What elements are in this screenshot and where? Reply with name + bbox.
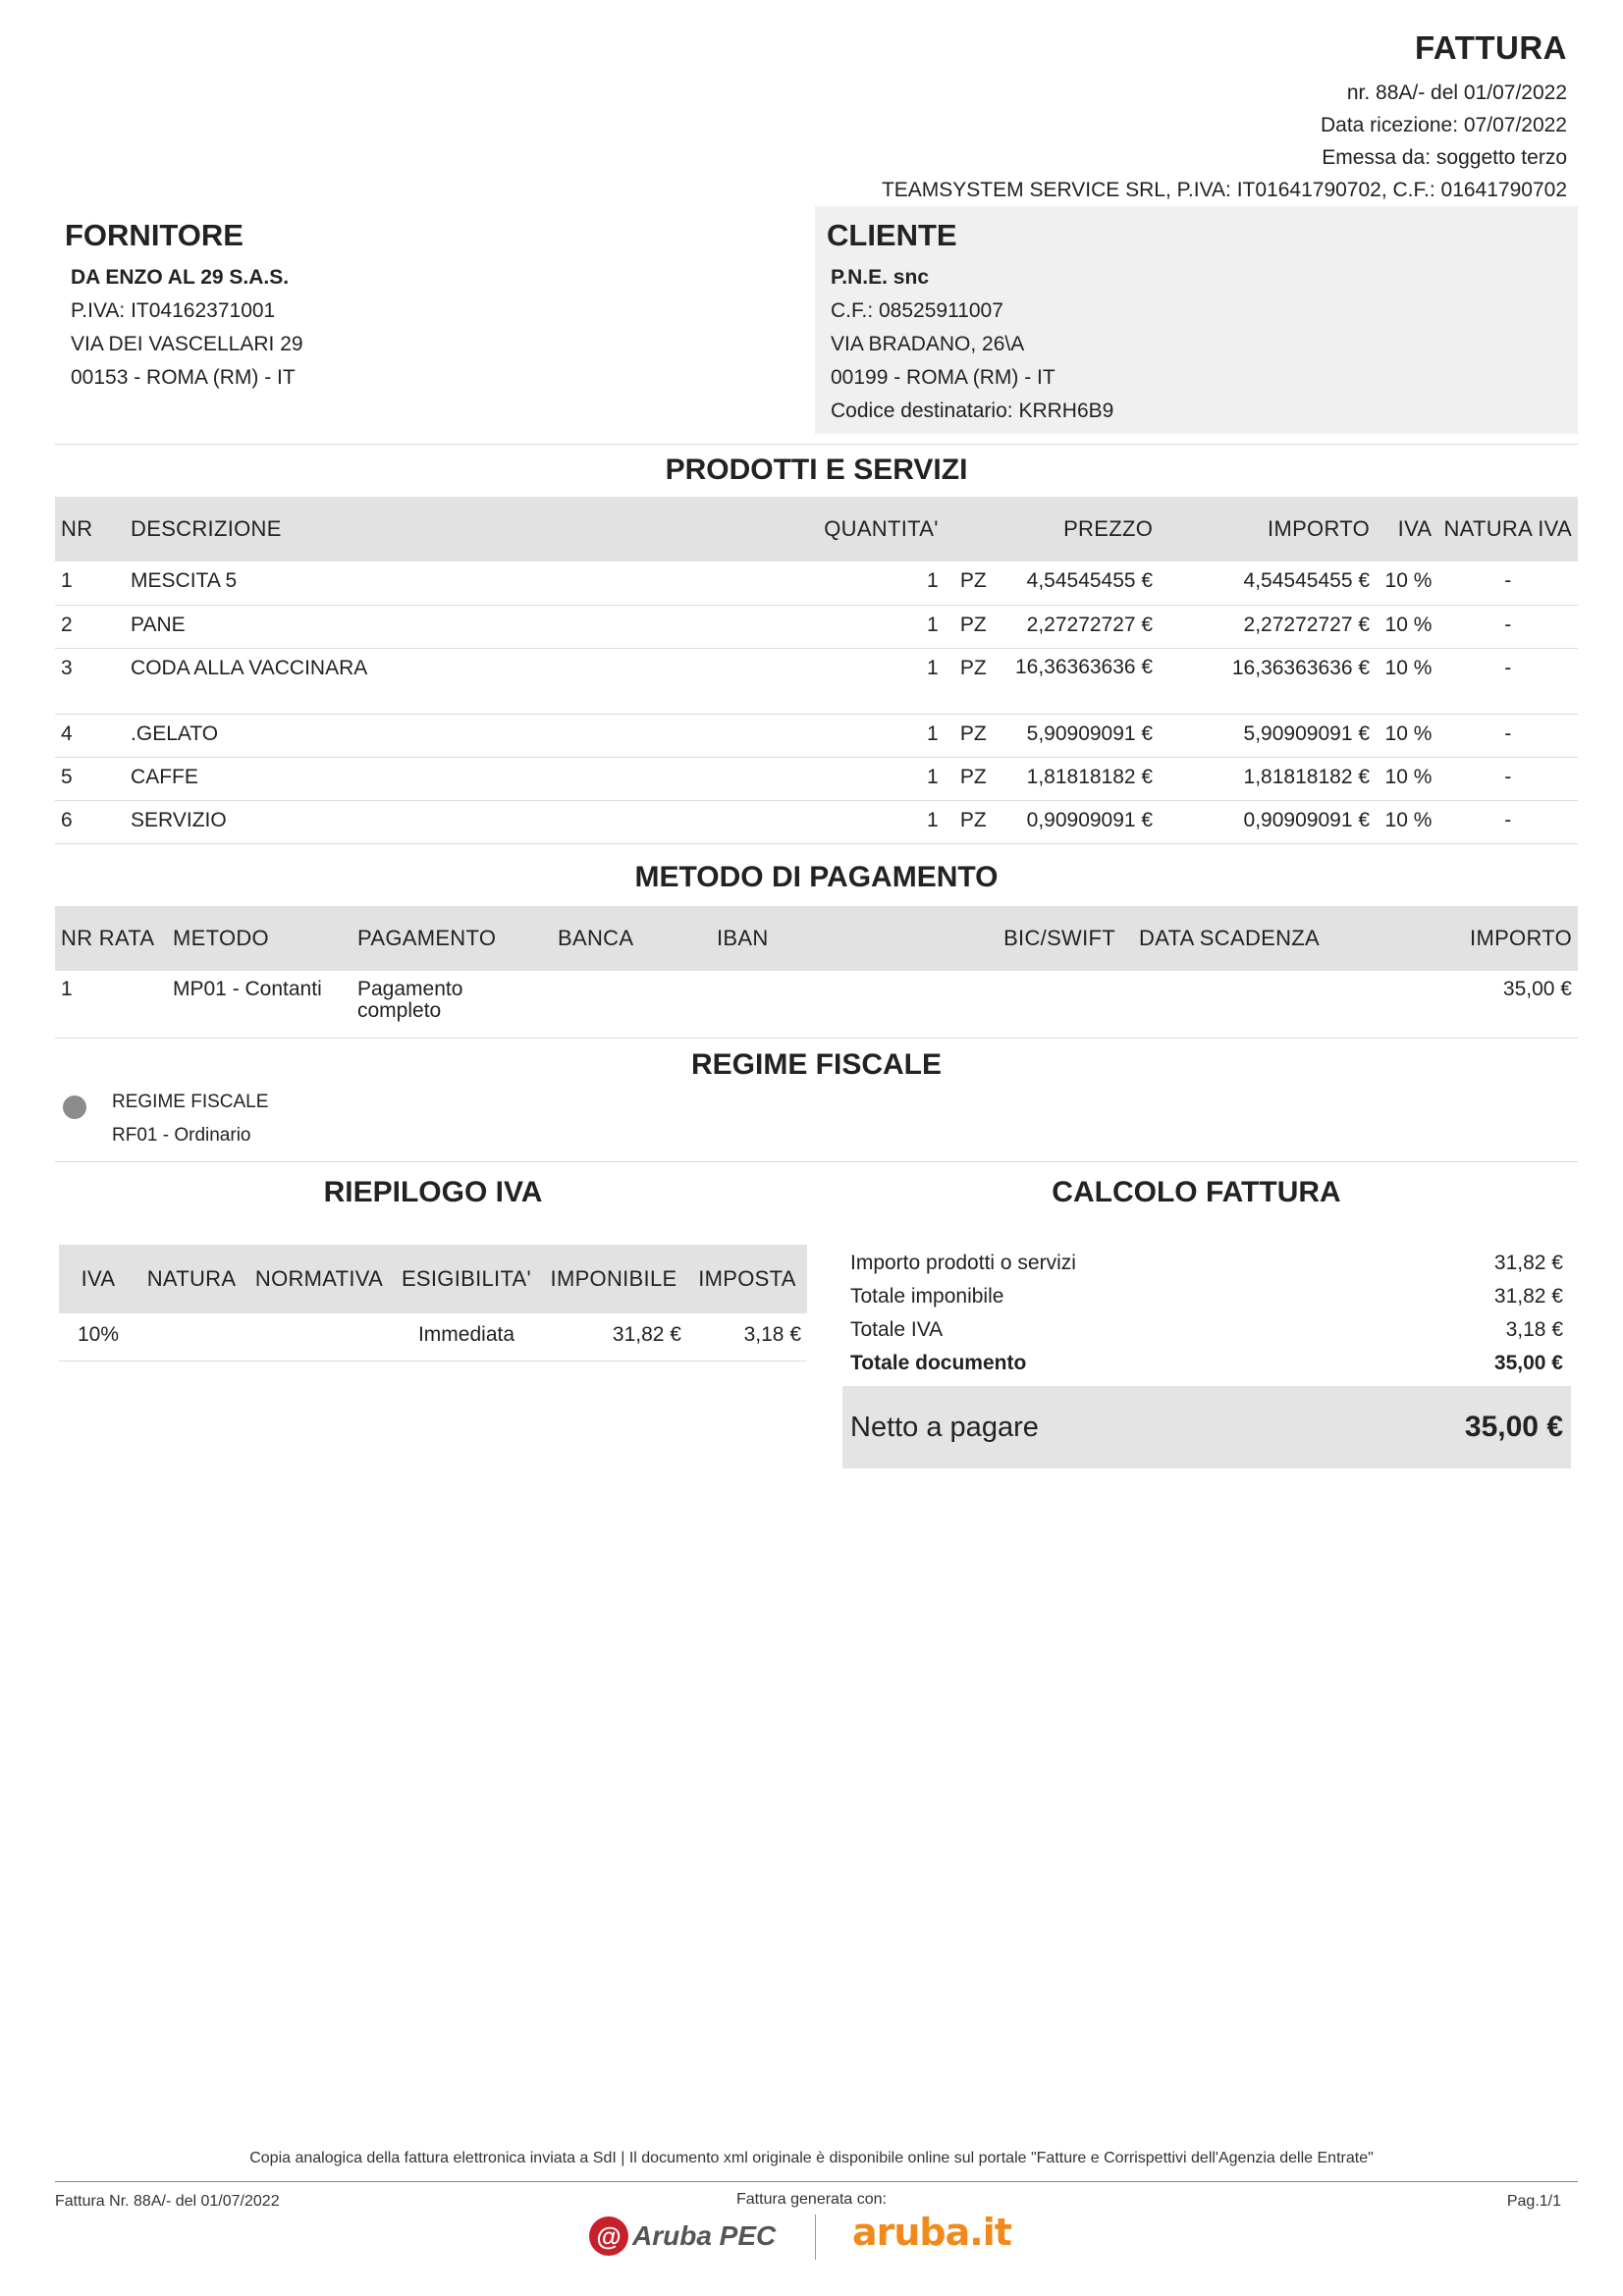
row-vat: 10 % <box>1376 800 1437 843</box>
received-date: Data ricezione: 07/07/2022 <box>1320 114 1567 136</box>
supplier-city: 00153 - ROMA (RM) - IT <box>71 366 296 389</box>
row-nr: 3 <box>55 648 125 714</box>
row-description: CAFFE <box>125 757 661 800</box>
net-payable-value: 35,00 € <box>1464 1411 1563 1443</box>
col-method: METODO <box>167 906 352 971</box>
row-nature: - <box>1437 714 1578 757</box>
calc-value: 31,82 € <box>1493 1252 1563 1274</box>
col-unit <box>945 497 1002 561</box>
payment-iban <box>711 971 986 1038</box>
client-city: 00199 - ROMA (RM) - IT <box>831 366 1055 389</box>
row-nr: 4 <box>55 714 125 757</box>
payment-header-row <box>55 906 1578 971</box>
bullet-icon <box>63 1095 86 1119</box>
row-price: 4,54545455 € <box>1002 561 1159 605</box>
aruba-it-logo: aruba.it <box>852 2211 1011 2254</box>
total-label: Totale documento <box>850 1352 1027 1374</box>
products-header-row <box>55 497 1578 561</box>
col-description: DESCRIZIONE <box>125 497 661 561</box>
row-amount: 5,90909091 € <box>1159 714 1376 757</box>
row-vat: 10 % <box>1376 561 1437 605</box>
regime-value: RF01 - Ordinario <box>112 1125 251 1146</box>
row-nr: 2 <box>55 605 125 648</box>
col-regulation: NORMATIVA <box>245 1245 393 1313</box>
net-payable-box <box>842 1386 1571 1468</box>
calc-label: Importo prodotti o servizi <box>850 1252 1076 1274</box>
col-due-date: DATA SCADENZA <box>1121 906 1371 971</box>
aruba-pec-logo <box>589 2216 776 2256</box>
invoice-header <box>683 29 1567 206</box>
payment-amount: 35,00 € <box>1371 971 1578 1038</box>
row-quantity: 1 <box>661 757 944 800</box>
client-address: VIA BRADANO, 26\A <box>831 333 1025 355</box>
row-price: 5,90909091 € <box>1002 714 1159 757</box>
row-quantity: 1 <box>661 714 944 757</box>
row-price: 2,27272727 € <box>1002 605 1159 648</box>
calc-row-vat <box>842 1313 1571 1347</box>
col-amount: IMPORTO <box>1159 497 1376 561</box>
vat-eligibility: Immediata <box>393 1313 540 1361</box>
client-tax-code: C.F.: 08525911007 <box>831 299 1003 322</box>
payment-table <box>55 906 1578 1039</box>
issued-by: Emessa da: soggetto terzo <box>1322 146 1567 169</box>
calculation-title: CALCOLO FATTURA <box>1052 1176 1341 1208</box>
col-iva: IVA <box>59 1245 137 1313</box>
row-unit: PZ <box>945 648 1002 714</box>
row-nature: - <box>1437 605 1578 648</box>
footer-invoice-ref: Fattura Nr. 88A/- del 01/07/2022 <box>55 2193 280 2210</box>
row-unit: PZ <box>945 605 1002 648</box>
vat-summary-table <box>59 1245 807 1362</box>
vat-tax: 3,18 € <box>687 1313 807 1361</box>
col-bic: BIC/SWIFT <box>986 906 1121 971</box>
client-name: P.N.E. snc <box>831 266 929 289</box>
vat-regulation <box>245 1313 393 1361</box>
row-unit: PZ <box>945 714 1002 757</box>
logo-divider <box>815 2215 816 2260</box>
row-description: SERVIZIO <box>125 800 661 843</box>
row-quantity: 1 <box>661 648 944 714</box>
issuer-details: TEAMSYSTEM SERVICE SRL, P.IVA: IT01641790702, C.F.: 01641790702 <box>881 179 1567 201</box>
regime-title: REGIME FISCALE <box>690 1048 942 1081</box>
vat-header-row <box>59 1245 807 1313</box>
col-vat-nature: NATURA IVA <box>1437 497 1578 561</box>
col-vat: IVA <box>1376 497 1437 561</box>
payment-installment: 1 <box>55 971 167 1038</box>
row-amount: 2,27272727 € <box>1159 605 1376 648</box>
calc-label: Totale IVA <box>850 1318 944 1341</box>
supplier-name: DA ENZO AL 29 S.A.S. <box>71 266 290 289</box>
row-unit: PZ <box>945 757 1002 800</box>
aruba-pec-logo-text: Aruba PEC <box>632 2220 777 2251</box>
net-payable-label: Netto a pagare <box>850 1411 1039 1443</box>
row-quantity: 1 <box>661 561 944 605</box>
client-recipient-code: Codice destinatario: KRRH6B9 <box>831 400 1114 422</box>
row-nature: - <box>1437 757 1578 800</box>
vat-summary-title: RIEPILOGO IVA <box>323 1176 543 1208</box>
vat-rate: 10% <box>59 1313 137 1361</box>
calculation-block <box>842 1247 1571 1380</box>
invoice-number: nr. 88A/- del 01/07/2022 <box>1346 81 1567 104</box>
vat-taxable: 31,82 € <box>540 1313 687 1361</box>
footer-divider <box>55 2181 1578 2182</box>
row-description: MESCITA 5 <box>125 561 661 605</box>
row-quantity: 1 <box>661 800 944 843</box>
table-row <box>55 714 1578 757</box>
payment-bic <box>986 971 1121 1038</box>
col-taxable: IMPONIBILE <box>540 1245 687 1313</box>
at-sign-icon: @ <box>589 2216 628 2256</box>
row-unit: PZ <box>945 800 1002 843</box>
client-block <box>815 206 1578 434</box>
col-nature: NATURA <box>137 1245 245 1313</box>
row-nr: 1 <box>55 561 125 605</box>
table-row <box>55 648 1578 714</box>
footer-generated-by: Fattura generata con: <box>736 2191 887 2208</box>
col-nr: NR <box>55 497 125 561</box>
footer-note: Copia analogica della fattura elettronica inviata a SdI | Il documento xml originale è disponibile online sul portale "Fatture e Corrispettivi dell'Agenzia delle Entrate" <box>249 2150 1374 2166</box>
payment-bank <box>552 971 711 1038</box>
row-amount: 4,54545455 € <box>1159 561 1376 605</box>
products-title: PRODOTTI E SERVIZI <box>665 454 968 486</box>
row-description: .GELATO <box>125 714 661 757</box>
col-eligibility: ESIGIBILITA' <box>393 1245 540 1313</box>
calc-value: 3,18 € <box>1505 1318 1563 1341</box>
row-price: 0,90909091 € <box>1002 800 1159 843</box>
table-row <box>55 757 1578 800</box>
col-iban: IBAN <box>711 906 986 971</box>
calc-label: Totale imponibile <box>850 1285 1004 1308</box>
row-vat: 10 % <box>1376 605 1437 648</box>
row-quantity: 1 <box>661 605 944 648</box>
payment-title: METODO DI PAGAMENTO <box>634 861 999 893</box>
table-row <box>55 605 1578 648</box>
supplier-address: VIA DEI VASCELLARI 29 <box>71 333 303 355</box>
row-nature: - <box>1437 648 1578 714</box>
row-price: 1,81818182 € <box>1002 757 1159 800</box>
col-tax: IMPOSTA <box>687 1245 807 1313</box>
row-nr: 5 <box>55 757 125 800</box>
row-amount: 0,90909091 € <box>1159 800 1376 843</box>
invoice-title: FATTURA <box>1414 29 1567 66</box>
col-price: PREZZO <box>1002 497 1159 561</box>
row-nature: - <box>1437 800 1578 843</box>
products-table <box>55 497 1578 844</box>
client-title: CLIENTE <box>827 218 957 252</box>
row-vat: 10 % <box>1376 648 1437 714</box>
calc-value: 31,82 € <box>1493 1285 1563 1308</box>
payment-type-line2: completo <box>357 999 442 1022</box>
table-row <box>55 971 1578 1038</box>
payment-method: MP01 - Contanti <box>167 971 352 1038</box>
total-value: 35,00 € <box>1493 1352 1563 1374</box>
row-nature: - <box>1437 561 1578 605</box>
row-amount: 1,81818182 € <box>1159 757 1376 800</box>
row-description: CODA ALLA VACCINARA <box>125 648 661 714</box>
vat-nature <box>137 1313 245 1361</box>
col-bank: BANCA <box>552 906 711 971</box>
col-payment: PAGAMENTO <box>352 906 552 971</box>
table-row <box>55 800 1578 843</box>
footer-page-number: Pag.1/1 <box>1506 2193 1561 2210</box>
row-amount: 16,36363636 € <box>1159 648 1376 714</box>
calc-row-taxable <box>842 1280 1571 1313</box>
payment-type <box>352 971 552 1038</box>
row-vat: 10 % <box>1376 757 1437 800</box>
footer-logos <box>589 2211 1011 2269</box>
table-row <box>59 1313 807 1361</box>
row-vat: 10 % <box>1376 714 1437 757</box>
payment-due-date <box>1121 971 1371 1038</box>
row-unit: PZ <box>945 561 1002 605</box>
calc-row-total <box>842 1347 1571 1380</box>
row-nr: 6 <box>55 800 125 843</box>
supplier-title: FORNITORE <box>65 218 243 252</box>
col-payment-amount: IMPORTO <box>1371 906 1578 971</box>
supplier-vat: P.IVA: IT04162371001 <box>71 299 276 322</box>
calc-row-products <box>842 1247 1571 1280</box>
divider <box>55 444 1578 445</box>
divider <box>55 1161 1578 1162</box>
payment-type-line1: Pagamento <box>357 978 463 1000</box>
col-quantity: QUANTITA' <box>661 497 944 561</box>
supplier-block <box>55 206 811 434</box>
regime-label: REGIME FISCALE <box>112 1092 269 1112</box>
table-row <box>55 561 1578 605</box>
col-installment: NR RATA <box>55 906 167 971</box>
row-description: PANE <box>125 605 661 648</box>
row-price: 16,36363636 € <box>1002 648 1159 714</box>
